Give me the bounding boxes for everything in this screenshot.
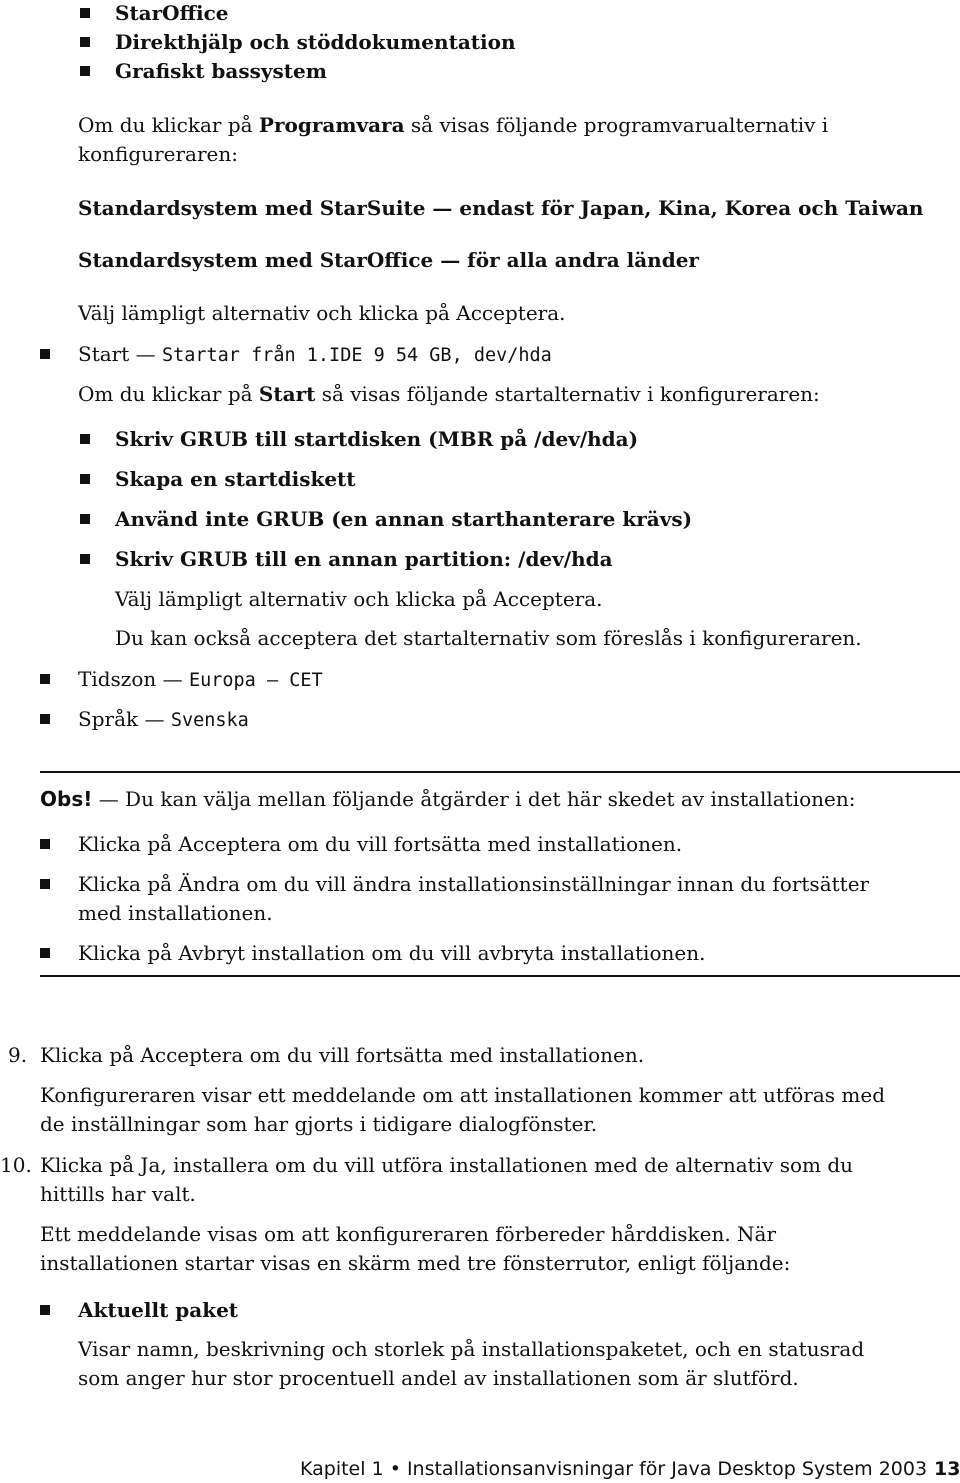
option-staroffice: Standardsystem med StarOffice — för alla andra länder [78, 248, 699, 272]
panel-title: Aktuellt paket [78, 1298, 239, 1322]
footer-chapter: Kapitel 1 • Installationsanvisningar för Java Desktop System 2003 [300, 1458, 928, 1480]
note-item: Klicka på Acceptera om du vill fortsätta med installationen. [78, 832, 683, 856]
list-item: Grafiskt bassystem [115, 59, 327, 83]
note-obs-label: Obs! [40, 787, 93, 811]
step-number: 10. [0, 1153, 32, 1177]
programvara-paragraph [78, 112, 828, 138]
start-option: Skriv GRUB till startdisken (MBR på /dev/hda) [115, 427, 639, 451]
step-10-para-cont: installationen startar visas en skärm med tre fönsterrutor, enligt följande: [40, 1251, 791, 1275]
start-option: Använd inte GRUB (en annan starthanterare krävs) [115, 507, 693, 531]
programvara-paragraph-line2: konfigureraren: [78, 142, 238, 166]
start-also-text: Du kan också acceptera det startalternativ som föreslås i konfigureraren. [115, 626, 862, 650]
sprak-value: Svenska [170, 710, 249, 731]
note-top-rule [40, 771, 960, 773]
step-10-text-cont: hittills har valt. [40, 1182, 196, 1206]
note-intro [40, 786, 856, 812]
start-paragraph [78, 381, 820, 407]
term-start: Start [258, 382, 316, 406]
sprak-label: Språk — [78, 707, 165, 731]
panel-description-cont: som anger hur stor procentuell andel av installationen som är slutförd. [78, 1366, 799, 1390]
note-intro-text: — Du kan välja mellan följande åtgärder i det här skedet av installationen: [98, 787, 856, 811]
bullet-icon [80, 554, 90, 564]
panel-description: Visar namn, beskrivning och storlek på installationspaketet, och en statusrad [78, 1337, 865, 1361]
bullet-icon [40, 349, 50, 359]
bullet-icon [40, 879, 50, 889]
bullet-icon [40, 1305, 50, 1315]
start-value: Startar från 1.IDE 9 54 GB, dev/hda [161, 345, 552, 366]
step-9-para: Konfigureraren visar ett meddelande om att installationen kommer att utföras med [40, 1083, 886, 1107]
bullet-icon [80, 66, 90, 76]
step-number: 9. [8, 1043, 28, 1067]
start-option: Skriv GRUB till en annan partition: /dev/hda [115, 547, 613, 571]
start-label: Start — [78, 342, 156, 366]
step-9-text: Klicka på Acceptera om du vill fortsätta med installationen. [40, 1043, 645, 1067]
note-bottom-rule [40, 975, 960, 977]
list-item: StarOffice [115, 1, 229, 25]
page-number: 13 [934, 1458, 960, 1480]
text-span: Om du klickar på [78, 382, 259, 406]
bullet-icon [80, 474, 90, 484]
start-choose-text: Välj lämpligt alternativ och klicka på Acceptera. [115, 587, 603, 611]
tidszon-line [78, 666, 323, 694]
note-item-cont: med installationen. [78, 901, 273, 925]
tidszon-value: Europa – CET [188, 670, 323, 691]
tidszon-label: Tidszon — [78, 667, 183, 691]
term-programvara: Programvara [258, 113, 405, 137]
step-9-para-cont: de inställningar som har gjorts i tidigare dialogfönster. [40, 1112, 598, 1136]
start-line [78, 341, 552, 369]
text-span: så visas följande startalternativ i konfigureraren: [315, 382, 820, 406]
step-10-para: Ett meddelande visas om att konfigureraren förbereder hårddisken. När [40, 1222, 777, 1246]
bullet-icon [40, 839, 50, 849]
choose-text: Välj lämpligt alternativ och klicka på Acceptera. [78, 301, 566, 325]
bullet-icon [40, 674, 50, 684]
list-item: Direkthjälp och stöddokumentation [115, 30, 516, 54]
sprak-line [78, 706, 249, 734]
bullet-icon [40, 714, 50, 724]
bullet-icon [40, 948, 50, 958]
bullet-icon [80, 514, 90, 524]
bullet-icon [80, 434, 90, 444]
start-option: Skapa en startdiskett [115, 467, 356, 491]
bullet-icon [80, 8, 90, 18]
text-span: Om du klickar på [78, 113, 259, 137]
note-item: Klicka på Ändra om du vill ändra installationsinställningar innan du fortsätter [78, 872, 870, 896]
step-10-text: Klicka på Ja, installera om du vill utföra installationen med de alternativ som du [40, 1153, 854, 1177]
text-span: så visas följande programvarualternativ i [404, 113, 829, 137]
option-starsuite: Standardsystem med StarSuite — endast för Japan, Kina, Korea och Taiwan [78, 196, 924, 220]
note-item: Klicka på Avbryt installation om du vill avbryta installationen. [78, 941, 706, 965]
bullet-icon [80, 37, 90, 47]
